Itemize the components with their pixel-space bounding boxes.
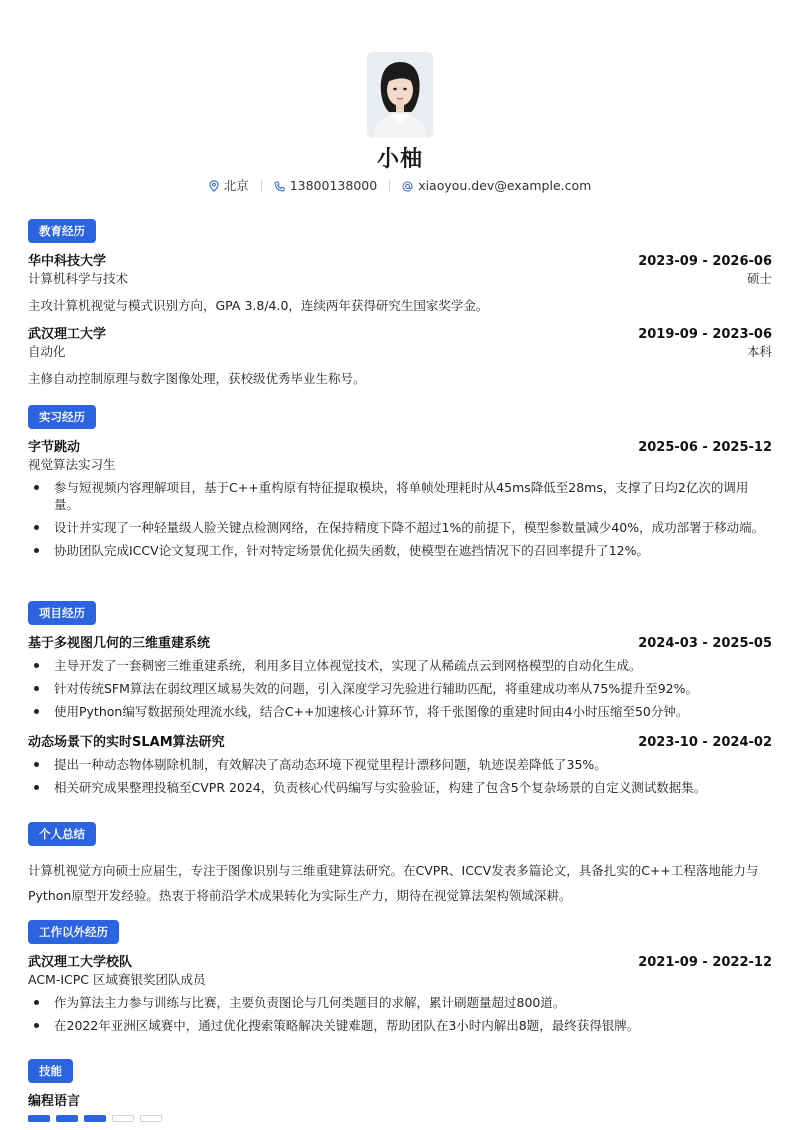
- list-item: 针对传统SFM算法在弱纹理区域易失效的问题，引入深度学习先验进行辅助匹配，将重建成功率从75%提升至92%。: [28, 680, 772, 697]
- section-summary: [28, 822, 772, 908]
- list-item: 作为算法主力参与训练与比赛，主要负责图论与几何类题目的求解，累计刷题量超过800道。: [28, 994, 772, 1011]
- bullet-list: [28, 994, 772, 1034]
- entry-date: 2023-10 - 2024-02: [638, 735, 772, 750]
- extra-role: ACM-ICPC 区域赛银奖团队成员: [28, 972, 206, 987]
- section-title: 技能: [28, 1059, 73, 1083]
- entry-description: 主修自动控制原理与数字图像处理，获校级优秀毕业生称号。: [28, 371, 366, 386]
- entry-date: 2025-06 - 2025-12: [638, 440, 772, 455]
- phone-text[interactable]: 13800138000: [289, 178, 378, 193]
- list-item: 设计并实现了一种轻量级人脸关键点检测网络，在保持精度下降不超过1%的前提下，模型参数量减少40%，成功部署于移动端。: [28, 519, 772, 536]
- section-projects: [28, 601, 772, 802]
- skill-level-bar: [28, 1115, 772, 1122]
- skill-level-segment: [140, 1115, 162, 1122]
- phone-icon: [274, 181, 285, 192]
- bullet-list: [28, 657, 772, 720]
- project-name: 动态场景下的实时SLAM算法研究: [28, 735, 225, 750]
- major: 计算机科学与技术: [28, 271, 129, 286]
- skill-entry: [28, 1093, 772, 1122]
- org-name: 武汉理工大学校队: [28, 955, 133, 970]
- list-item: 主导开发了一套稠密三维重建系统，利用多目立体视觉技术，实现了从稀疏点云到网格模型的自动化生成。: [28, 657, 772, 674]
- entry-description: 主攻计算机视觉与模式识别方向，GPA 3.8/4.0，连续两年获得研究生国家奖学金。: [28, 298, 489, 313]
- project-entry: [28, 635, 772, 720]
- at-sign-icon: [402, 181, 413, 192]
- project-entry: [28, 734, 772, 796]
- skill-level-segment: [28, 1115, 50, 1122]
- section-title: 项目经历: [28, 601, 96, 625]
- list-item: 提出一种动态物体剔除机制，有效解决了高动态环境下视觉里程计漂移问题，轨迹误差降低了35%。: [28, 756, 772, 773]
- degree: 本科: [746, 344, 772, 359]
- project-name: 基于多视图几何的三维重建系统: [28, 636, 211, 651]
- resume-header: [0, 52, 800, 194]
- section-extra: [28, 920, 772, 1040]
- list-item: 在2022年亚洲区域赛中，通过优化搜索策略解决关键难题，帮助团队在3小时内解出8题，最终获得银牌。: [28, 1017, 772, 1034]
- summary-text: 计算机视觉方向硕士应届生，专注于图像识别与三维重建算法研究。在CVPR、ICCV发表多篇论文，具备扎实的C++工程落地能力与Python原型开发经验。热衷于将前沿学术成果转化为实际生产力，期待在视觉算法架构领域深耕。: [28, 863, 759, 903]
- major: 自动化: [28, 344, 66, 359]
- location-text: 北京: [223, 178, 249, 193]
- list-item: 相关研究成果整理投稿至CVPR 2024，负责核心代码编写与实验验证，构建了包含5个复杂场景的自定义测试数据集。: [28, 779, 772, 796]
- portrait-photo: [367, 52, 433, 138]
- degree: 硕士: [746, 271, 772, 286]
- section-title: 个人总结: [28, 822, 96, 846]
- skill-level-segment: [56, 1115, 78, 1122]
- section-title: 工作以外经历: [28, 920, 119, 944]
- contact-phone: [262, 178, 389, 194]
- school-name: 武汉理工大学: [28, 327, 107, 342]
- company-name: 字节跳动: [28, 440, 81, 455]
- section-skills: [28, 1059, 772, 1122]
- section-internship: [28, 405, 772, 565]
- internship-entry: [28, 439, 772, 559]
- skill-level-segment: [112, 1115, 134, 1122]
- job-role: 视觉算法实习生: [28, 457, 116, 472]
- entry-date: 2019-09 - 2023-06: [638, 327, 772, 342]
- avatar: [367, 52, 433, 138]
- section-education: [28, 219, 772, 388]
- education-entry: [28, 253, 772, 315]
- section-title: 教育经历: [28, 219, 96, 243]
- skill-level-segment: [84, 1115, 106, 1122]
- contact-email: [390, 178, 603, 194]
- map-pin-icon: [209, 180, 219, 192]
- bullet-list: [28, 479, 772, 559]
- contact-location: [197, 178, 261, 194]
- email-text[interactable]: xiaoyou.dev@example.com: [418, 178, 592, 193]
- contact-line: [0, 178, 800, 194]
- list-item: 参与短视频内容理解项目，基于C++重构原有特征提取模块，将单帧处理耗时从45ms降低至28ms，支撑了日均2亿次的调用量。: [28, 479, 772, 513]
- bullet-list: [28, 756, 772, 796]
- skill-name: 编程语言: [28, 1094, 81, 1109]
- entry-date: 2023-09 - 2026-06: [638, 254, 772, 269]
- section-title: 实习经历: [28, 405, 96, 429]
- entry-date: 2021-09 - 2022-12: [638, 955, 772, 970]
- entry-date: 2024-03 - 2025-05: [638, 636, 772, 651]
- extra-entry: [28, 954, 772, 1034]
- list-item: 协助团队完成ICCV论文复现工作，针对特定场景优化损失函数，使模型在遮挡情况下的召回率提升了12%。: [28, 542, 772, 559]
- education-entry: [28, 326, 772, 388]
- candidate-name: 小柚: [376, 147, 423, 172]
- school-name: 华中科技大学: [28, 254, 107, 269]
- list-item: 使用Python编写数据预处理流水线，结合C++加速核心计算环节，将千张图像的重建时间由4小时压缩至50分钟。: [28, 703, 772, 720]
